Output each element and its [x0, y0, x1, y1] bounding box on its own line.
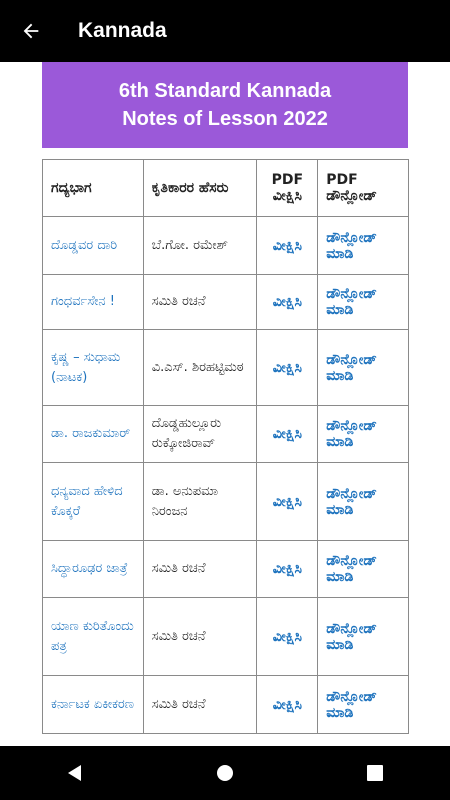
author-name: ಸಮಿತಿ ರಚನೆ — [143, 275, 257, 330]
view-pdf-button[interactable]: ವೀಕ್ಷಿಸಿ — [257, 541, 318, 598]
download-pdf-button[interactable]: ಡೌನ್ಲೋಡ್ ಮಾಡಿ — [318, 463, 409, 541]
table-row — [43, 541, 409, 598]
download-pdf-button[interactable]: ಡೌನ್ಲೋಡ್ ಮಾಡಿ — [318, 406, 409, 463]
lesson-link[interactable]: ಯಾಣ ಕುರಿತೊಂದು ಪತ್ರ — [43, 598, 144, 676]
nav-home-icon — [216, 764, 234, 782]
view-pdf-button[interactable]: ವೀಕ್ಷಿಸಿ — [257, 330, 318, 406]
page-title: Kannada — [78, 19, 167, 42]
banner-line-2: Notes of Lesson 2022 — [122, 108, 328, 130]
download-pdf-button[interactable]: ಡೌನ್ಲೋಡ್ ಮಾಡಿ — [318, 275, 409, 330]
system-nav-bar — [0, 746, 450, 800]
header-lesson: ಗದ್ಯಭಾಗ — [43, 160, 144, 217]
table-row — [43, 330, 409, 406]
author-name: ಡಾ. ಅನುಪಮಾ ನಿರಂಜನ — [143, 463, 257, 541]
nav-back-button[interactable] — [45, 746, 105, 800]
content-area[interactable] — [0, 62, 450, 746]
lesson-link[interactable]: ಗಂಧರ್ವಸೇನ ! — [43, 275, 144, 330]
nav-recents-button[interactable] — [345, 746, 405, 800]
table-row — [43, 406, 409, 463]
author-name: ವಿ.ಎಸ್. ಶಿರಹಟ್ಟಿಮಠ — [143, 330, 257, 406]
view-pdf-button[interactable]: ವೀಕ್ಷಿಸಿ — [257, 406, 318, 463]
app-bar — [0, 0, 450, 62]
download-pdf-button[interactable]: ಡೌನ್ಲೋಡ್ ಮಾಡಿ — [318, 330, 409, 406]
view-pdf-button[interactable]: ವೀಕ್ಷಿಸಿ — [257, 598, 318, 676]
download-pdf-button[interactable]: ಡೌನ್ಲೋಡ್ ಮಾಡಿ — [318, 217, 409, 275]
lesson-link[interactable]: ಕರ್ನಾಟಕ ಏಕೀಕರಣ — [43, 676, 144, 734]
nav-back-icon — [66, 764, 84, 782]
view-pdf-button[interactable]: ವೀಕ್ಷಿಸಿ — [257, 463, 318, 541]
author-name: ಸಮಿತಿ ರಚನೆ — [143, 598, 257, 676]
download-pdf-button[interactable]: ಡೌನ್ಲೋಡ್ ಮಾಡಿ — [318, 541, 409, 598]
nav-recents-icon — [367, 765, 383, 781]
header-pdf-view: PDF ವೀಕ್ಷಿಸಿ — [257, 160, 318, 217]
view-pdf-button[interactable]: ವೀಕ್ಷಿಸಿ — [257, 217, 318, 275]
banner-line-1: 6th Standard Kannada — [118, 80, 332, 102]
header-author: ಕೃತಿಕಾರರ ಹೆಸರು — [143, 160, 257, 217]
nav-home-button[interactable] — [195, 746, 255, 800]
lessons-table — [42, 159, 409, 734]
table-row — [43, 598, 409, 676]
title-banner — [42, 62, 408, 148]
table-row — [43, 676, 409, 734]
download-pdf-button[interactable]: ಡೌನ್ಲೋಡ್ ಮಾಡಿ — [318, 676, 409, 734]
lesson-link[interactable]: ಸಿದ್ಧಾರೂಢರ ಜಾತ್ರೆ — [43, 541, 144, 598]
view-pdf-button[interactable]: ವೀಕ್ಷಿಸಿ — [257, 676, 318, 734]
table-header-row — [43, 160, 409, 217]
author-name: ದೊಡ್ಡಹುಲ್ಲೂರು ರುಕ್ಕೋಜಿರಾವ್ — [143, 406, 257, 463]
author-name: ಬೆ.ಗೋ. ರಮೇಶ್ — [143, 217, 257, 275]
table-row — [43, 217, 409, 275]
header-pdf-download: PDF ಡೌನ್ಲೋಡ್ — [318, 160, 409, 217]
table-body — [43, 217, 409, 734]
lesson-link[interactable]: ಡಾ. ರಾಜಕುಮಾರ್ — [43, 406, 144, 463]
author-name: ಸಮಿತಿ ರಚನೆ — [143, 676, 257, 734]
view-pdf-button[interactable]: ವೀಕ್ಷಿಸಿ — [257, 275, 318, 330]
lesson-link[interactable]: ಧನ್ಯವಾದ ಹೇಳಿದ ಕೊಕ್ಕರೆ — [43, 463, 144, 541]
table-row — [43, 275, 409, 330]
lesson-link[interactable]: ಕೃಷ್ಣ – ಸುಧಾಮ (ನಾಟಕ) — [43, 330, 144, 406]
back-button[interactable] — [0, 0, 62, 62]
arrow-back-icon — [20, 20, 42, 42]
lesson-link[interactable]: ದೊಡ್ಡವರ ದಾರಿ — [43, 217, 144, 275]
author-name: ಸಮಿತಿ ರಚನೆ — [143, 541, 257, 598]
download-pdf-button[interactable]: ಡೌನ್ಲೋಡ್ ಮಾಡಿ — [318, 598, 409, 676]
table-row — [43, 463, 409, 541]
